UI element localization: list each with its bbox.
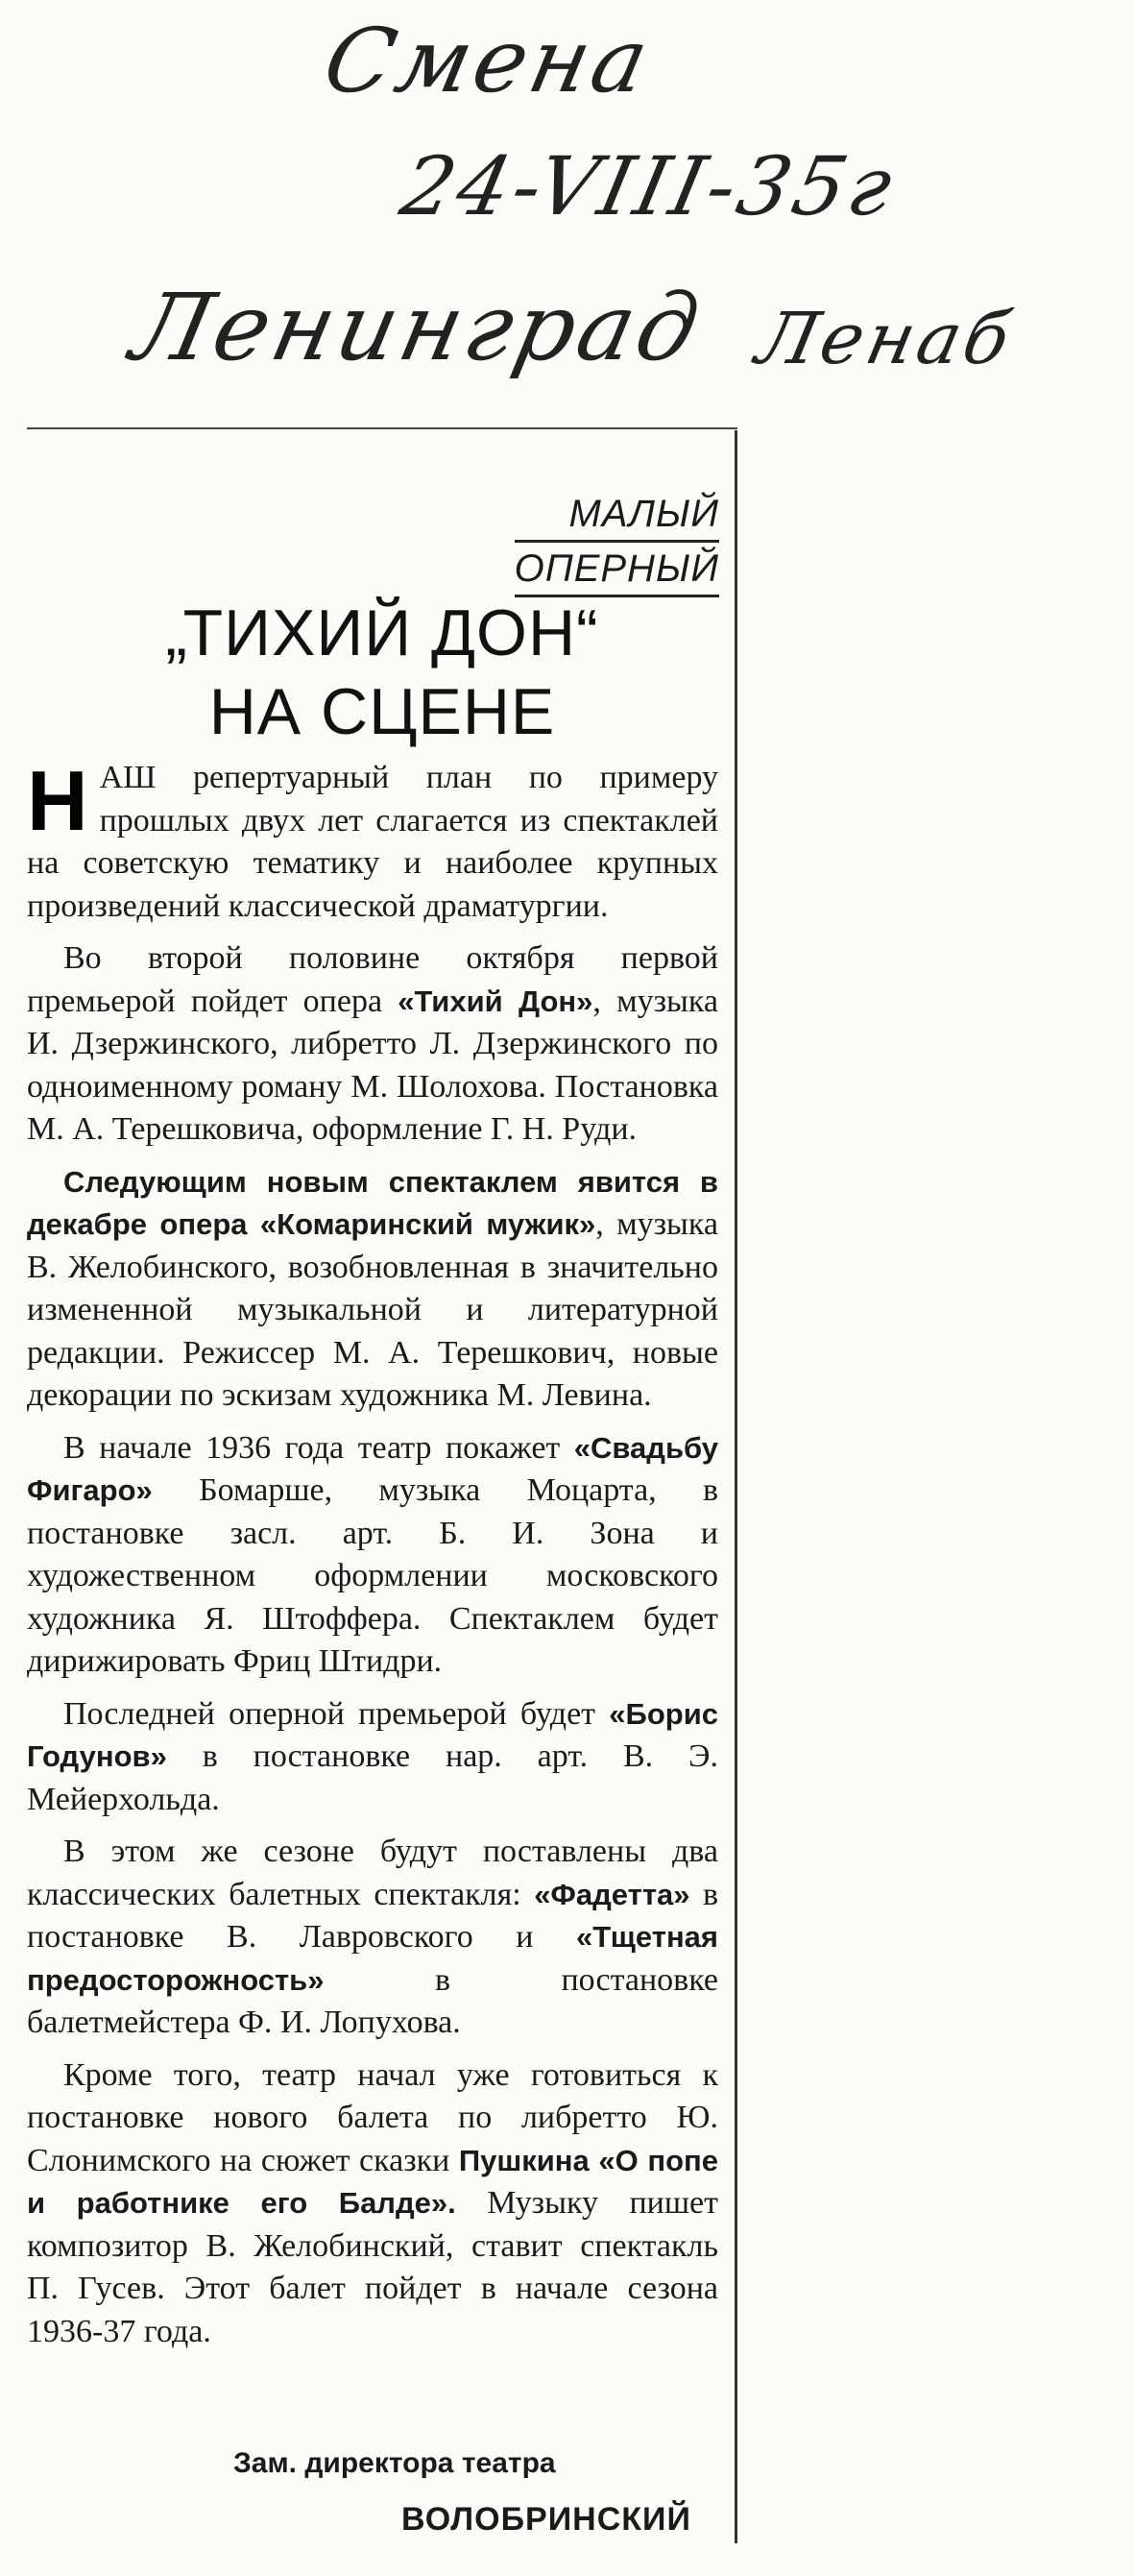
p3-text-c: , музыка В. Желобинского, возобновленная в значительно измененной музыкальной и литературной редакции. Режиссер М. А. Терешкович, новые декорации по эскизам художника М. Левина. <box>27 1206 718 1413</box>
p4-text-a: В начале 1936 года театр покажет <box>63 1429 574 1466</box>
p6-title-fadetta: «Фадетта» <box>534 1877 690 1911</box>
p2-text-a: Во второй половине октября первой премьерой пойдет опера <box>27 940 718 1019</box>
paragraph-6 <box>27 1831 718 2045</box>
p7-text-a: Кроме того, театр начал уже готовиться к постановке нового балета по либретто Ю. Слонимского на сюжет сказки <box>27 2056 718 2178</box>
handwritten-city: Ленинград <box>123 274 712 381</box>
newspaper-clipping <box>27 430 737 2543</box>
headline-line-1: „ТИХИЙ ДОН“ <box>165 596 599 669</box>
handwritten-date: 24-VIII-35г <box>393 139 905 233</box>
paragraph-3 <box>27 1161 718 1418</box>
paragraph-2 <box>27 937 718 1152</box>
p5-text-c: в постановке нар. арт. В. Э. Мейерхольда. <box>27 1738 718 1817</box>
p6-text-e: в постановке балетмейстера Ф. И. Лопухова. <box>27 1961 718 2040</box>
p6-text-a: В этом же сезоне будут поставлены два классических балетных спектакля: <box>27 1834 718 1912</box>
article-body <box>27 753 718 2363</box>
p6-text-c: в постановке В. Лавровского и <box>27 1876 718 1955</box>
p4-title-figaro: «Свадьбу Фигаро» <box>27 1430 718 1507</box>
paragraph-7 <box>27 2054 718 2354</box>
p4-text-c: Бомарше, музыка Моцарта, в постановке засл. арт. Б. И. Зона и художественном оформлении московского художника Я. Штоффера. Спектаклем будет дирижировать Фриц Штидри. <box>27 1472 718 1679</box>
rubric-line-1: МАЛЫЙ <box>515 488 719 543</box>
p2-title-tikhiy-don: «Тихий Дон» <box>398 984 593 1018</box>
p2-text-c: , музыка И. Дзержинского, либретто Л. Дзержинского по одноименному роману М. Шолохова. Постановка М. А. Терешковича, оформление Г. Н. Руди. <box>27 983 718 1147</box>
handwritten-newspaper-name: Смена <box>315 10 661 112</box>
headline <box>27 594 737 751</box>
signature-name: ВОЛОБРИНСКИЙ <box>401 2501 691 2538</box>
p5-title-godunov: «Борис Годунов» <box>27 1696 718 1773</box>
p3-text-a: Следующим новым спектаклем явится в декабре опера <box>27 1164 718 1241</box>
paragraph-1 <box>27 753 718 928</box>
paragraph-4 <box>27 1427 718 1684</box>
p7-text-c: Музыку пишет композитор В. Желобинский, ставит спектакль П. Гусев. Этот балет пойдет в начале сезона 1936-37 года. <box>27 2185 718 2349</box>
handwritten-department: Ленаб <box>749 298 1021 380</box>
p3-title-komarinsky: «Комаринский мужик» <box>259 1207 596 1241</box>
p6-title-tshchetnaya: «Тщетная предосторожность» <box>27 1920 718 1997</box>
signature-title: Зам. директора театра <box>233 2447 556 2479</box>
clipping-top-edge <box>27 427 737 429</box>
paragraph-1-text: АШ репертуарный план по примеру прошлых двух лет слагается из спектаклей на советскую тематику и наиболее крупных произведений классической драматургии. <box>27 760 718 924</box>
drop-cap: Н <box>27 753 88 848</box>
rubric <box>515 488 719 597</box>
rubric-line-2: ОПЕРНЫЙ <box>515 543 719 597</box>
p5-text-a: Последней оперной премьерой будет <box>63 1695 610 1732</box>
p7-title-balda: Пушкина «О попе и работнике его Балде». <box>27 2143 718 2220</box>
paragraph-5 <box>27 1693 718 1822</box>
headline-line-2: НА СЦЕНЕ <box>208 675 556 748</box>
